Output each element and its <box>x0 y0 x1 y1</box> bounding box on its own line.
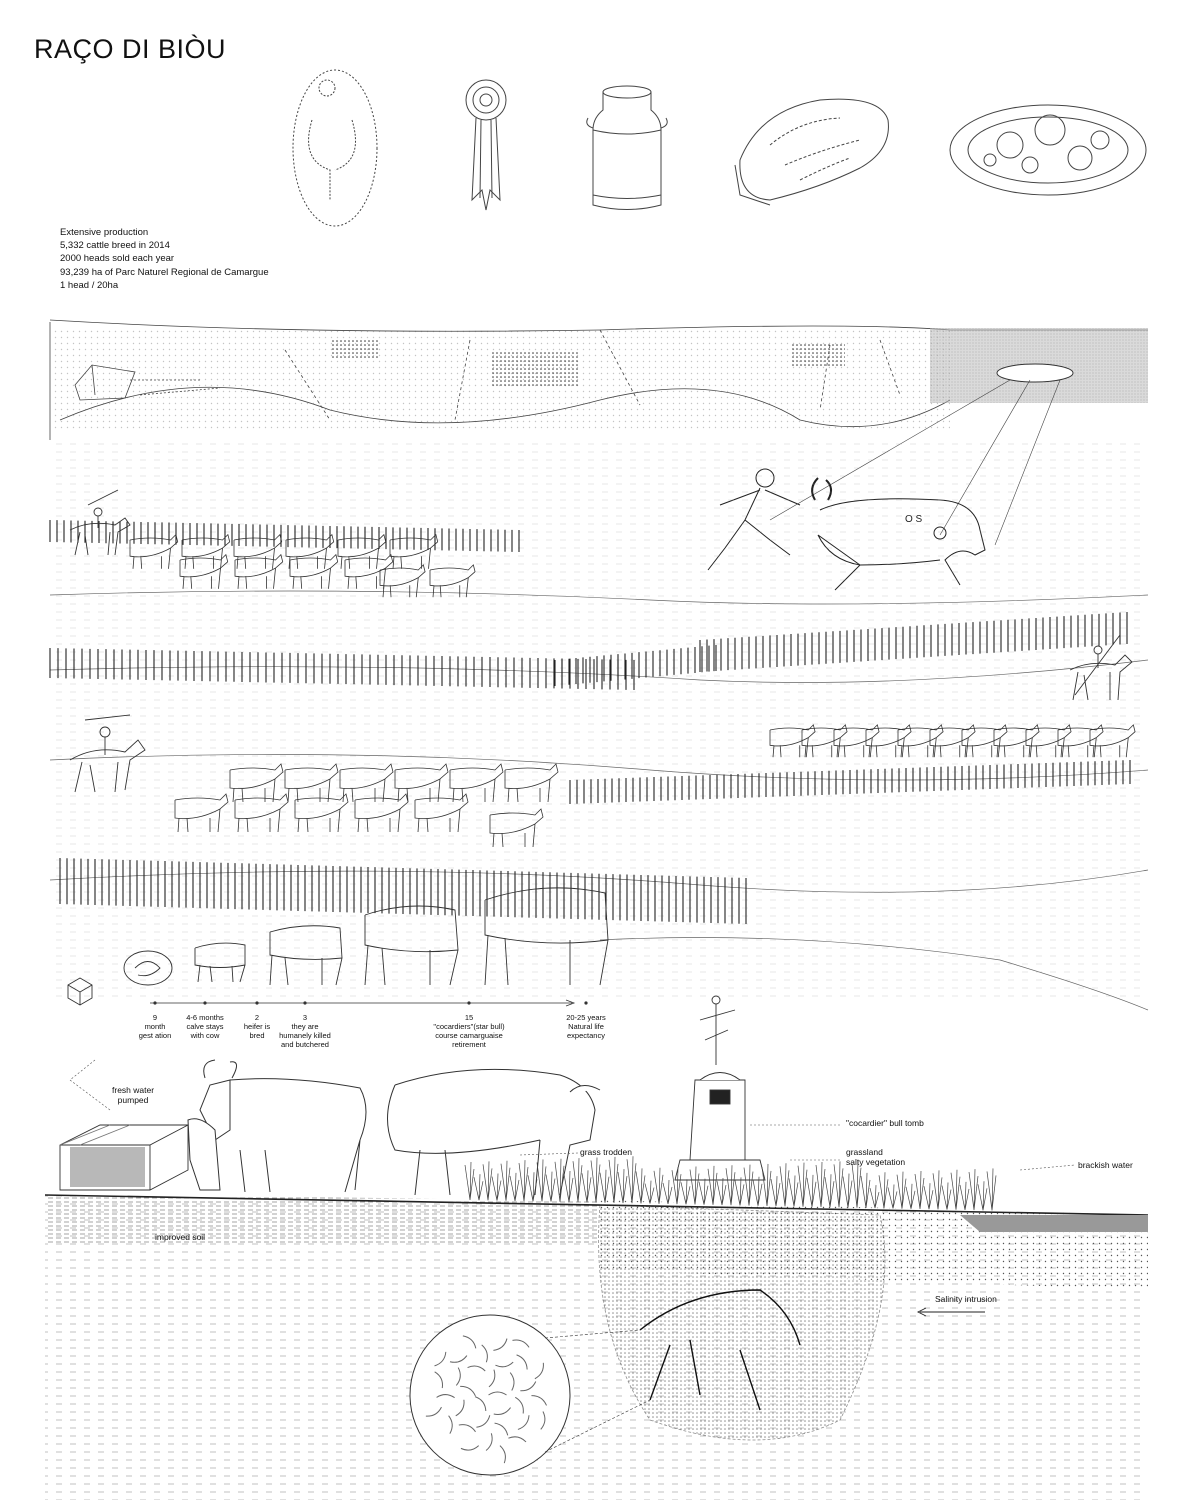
stew-dish-icon <box>950 105 1146 195</box>
pasture-bands <box>50 440 1148 1010</box>
timeline-label: 9 month gest ation <box>138 1013 172 1040</box>
timeline-label: 4-6 months calve stays with cow <box>186 1013 224 1040</box>
leader-fresh-water <box>70 1060 110 1110</box>
stat-line: Extensive production <box>60 227 149 238</box>
label-fresh-water: fresh water pumped <box>112 1085 155 1105</box>
stat-line: 93,239 ha of Parc Naturel Regional de Camargue <box>60 266 269 278</box>
decomposition-zone <box>599 1205 885 1440</box>
page-title: RAÇO DI BIÒU <box>34 34 227 64</box>
svg-text:O S: O S <box>905 514 923 525</box>
stat-line: 5,332 cattle breed in 2014 <box>60 240 170 252</box>
ground-section <box>45 1195 1148 1500</box>
timeline-label: 15 "cocardiers"(star bull) course camarguaise retirement <box>433 1013 505 1049</box>
label-salinity-intrusion: Salinity intrusion <box>935 1294 997 1304</box>
aop-label-icon <box>293 70 377 226</box>
stat-line: 2000 heads sold each year <box>60 253 175 265</box>
label-grass-trodden: grass trodden <box>580 1147 632 1157</box>
label-brackish-water: brackish water <box>1078 1160 1133 1170</box>
stat-line: 1 head / 20ha <box>60 279 119 291</box>
timeline-label: 20-25 years Natural life expectancy <box>566 1013 606 1040</box>
foreground-cattle <box>188 1060 600 1195</box>
label-bull-tomb: "cocardier" bull tomb <box>846 1118 924 1128</box>
rosette-ribbon-icon <box>466 80 506 210</box>
bull-tomb <box>675 996 765 1180</box>
arles-town <box>930 328 1148 403</box>
timeline-label: 3 they are humanely killed and butchered <box>279 1013 331 1049</box>
label-improved-soil: improved soil <box>155 1232 206 1242</box>
label-grassland: grassland salty vegetation <box>846 1147 906 1167</box>
water-trough <box>60 1125 188 1190</box>
beef-cut-icon <box>735 99 888 205</box>
milk-can-icon <box>587 86 667 210</box>
timeline-label: 2 heifer is bred <box>243 1013 271 1040</box>
